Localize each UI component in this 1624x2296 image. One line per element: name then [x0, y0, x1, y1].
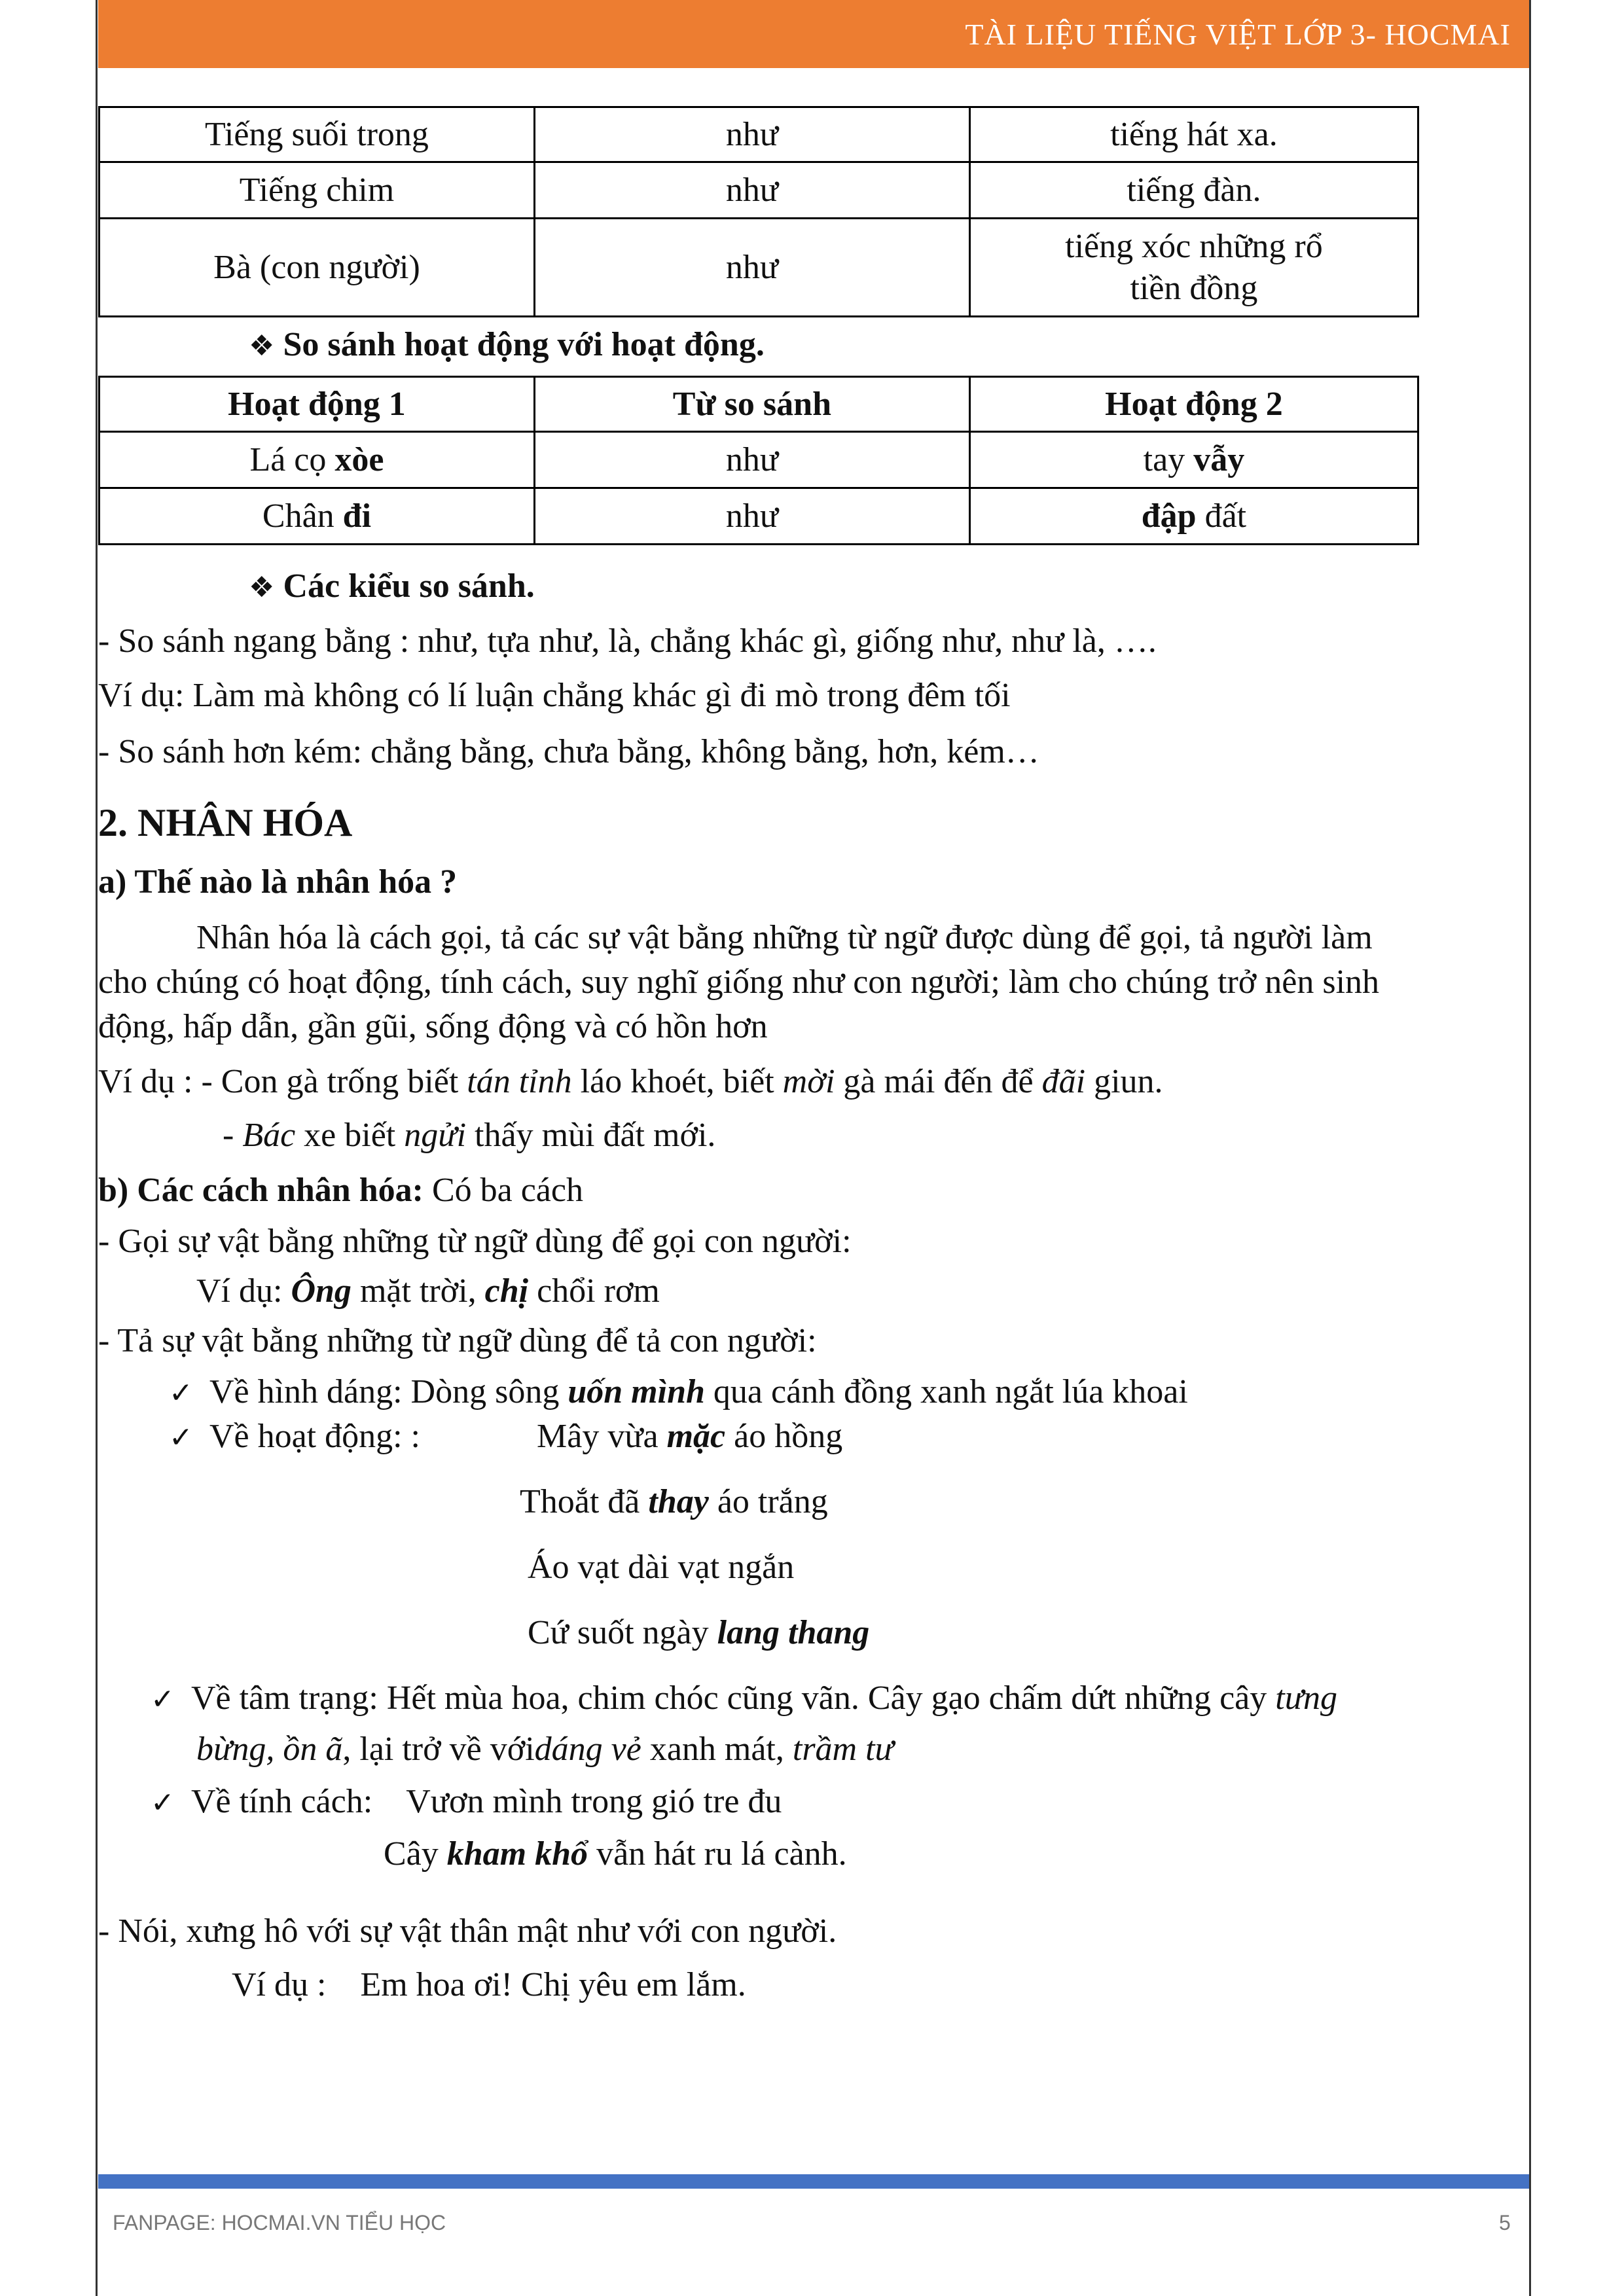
checkmark-icon: ✓ [151, 1683, 175, 1716]
text-line: - Nói, xưng hô với sự vật thân mật như với con người. [98, 1912, 837, 1950]
table-cell: đập đất [969, 488, 1418, 545]
example-line: - Bác xe biết ngửi thấy mùi đất mới. [223, 1117, 716, 1154]
table-header: Từ so sánh [534, 377, 969, 432]
footer-bar [98, 2174, 1529, 2189]
poem-line: Thoắt đã thay áo trắng [520, 1483, 828, 1520]
check-item: ✓ Về tính cách: Vươn mình trong gió tre đu [151, 1783, 782, 1820]
footer-fanpage: FANPAGE: HOCMAI.VN TIỂU HỌC [113, 2211, 446, 2234]
check-item: ✓ Về hình dáng: Dòng sông uốn mình qua cánh đồng xanh ngắt lúa khoai [169, 1373, 1188, 1410]
section-heading-types [249, 565, 535, 609]
check-item: ✓ Về hoạt động: : [169, 1418, 420, 1455]
table-header-row [99, 377, 1418, 432]
table-cell: như [534, 162, 969, 219]
page-left-border [96, 0, 98, 2296]
diamond-bullet-icon: ❖ [249, 329, 275, 363]
table-cell [969, 219, 1418, 317]
cell-line: tiếng xóc những rổ [1065, 227, 1323, 265]
comparison-table-1 [98, 106, 1419, 317]
table-cell: Bà (con người) [99, 219, 535, 317]
page-number: 5 [1499, 2211, 1511, 2234]
check-item: ✓ Về tâm trạng: Hết mùa hoa, chim chóc cũng vãn. Cây gạo chấm dứt những cây tưng [151, 1679, 1338, 1717]
checkmark-icon: ✓ [169, 1376, 193, 1410]
table-cell: tay vẫy [969, 432, 1418, 488]
text-line: - Gọi sự vật bằng những từ ngữ dùng để gọi con người: [98, 1223, 852, 1260]
page-right-border [1529, 0, 1531, 2296]
header-bar [98, 0, 1529, 68]
table-cell: Tiếng suối trong [99, 107, 535, 162]
text-line: - Tả sự vật bằng những từ ngữ dùng để tả con người: [98, 1322, 817, 1359]
table-cell: như [534, 107, 969, 162]
table-cell: Tiếng chim [99, 162, 535, 219]
paragraph-line: cho chúng có hoạt động, tính cách, suy nghĩ giống như con người; làm cho chúng trở nên sinh [98, 963, 1380, 1001]
table-cell: như [534, 488, 969, 545]
table-row [99, 162, 1418, 219]
table-row [99, 488, 1418, 545]
subheading-a: a) Thế nào là nhân hóa ? [98, 863, 458, 901]
check-item-continued: bừng, ồn ã, lại trở về vớidáng vẻ xanh mát, trầm tư [196, 1731, 893, 1768]
poem-line: Cây kham khổ vẫn hát ru lá cành. [384, 1835, 847, 1873]
table-header: Hoạt động 2 [969, 377, 1418, 432]
text-line: - So sánh hơn kém: chẳng bằng, chưa bằng, không bằng, hơn, kém… [98, 733, 1039, 770]
example-line: Ví dụ : Em hoa ơi! Chị yêu em lắm. [232, 1966, 746, 2003]
paragraph-line: động, hấp dẫn, gần gũi, sống động và có hồn hơn [98, 1008, 768, 1045]
header-title: TÀI LIỆU TIẾNG VIỆT LỚP 3- HOCMAI [965, 18, 1511, 51]
poem-line: Mây vừa mặc áo hồng [537, 1418, 843, 1455]
section-title: So sánh hoạt động với hoạt động. [283, 326, 765, 363]
table-cell: như [534, 219, 969, 317]
table-cell: tiếng hát xa. [969, 107, 1418, 162]
example-line: Ví dụ : - Con gà trống biết tán tỉnh láo khoét, biết mời gà mái đến để đãi giun. [98, 1063, 1163, 1100]
table-cell: Lá cọ xòe [99, 432, 535, 488]
paragraph-line: Nhân hóa là cách gọi, tả các sự vật bằng những từ ngữ được dùng để gọi, tả người làm [196, 919, 1373, 956]
poem-line: Cứ suốt ngày lang thang [528, 1614, 870, 1651]
comparison-table-2 [98, 376, 1419, 545]
diamond-bullet-icon: ❖ [249, 571, 275, 604]
section-title: Các kiểu so sánh. [283, 567, 535, 605]
table-row [99, 219, 1418, 317]
text-line: Ví dụ: Làm mà không có lí luận chẳng khác gì đi mò trong đêm tối [98, 677, 1011, 714]
table-row [99, 432, 1418, 488]
table-cell: như [534, 432, 969, 488]
table-cell: Chân đi [99, 488, 535, 545]
cell-line: tiền đồng [1130, 269, 1258, 307]
checkmark-icon: ✓ [151, 1786, 175, 1820]
table-cell: tiếng đàn. [969, 162, 1418, 219]
section-heading-activity [249, 323, 765, 368]
poem-line: Áo vạt dài vạt ngắn [528, 1549, 795, 1586]
section-heading-personification: 2. NHÂN HÓA [98, 801, 353, 844]
example-line: Ví dụ: Ông mặt trời, chị chổi rơm [196, 1272, 660, 1310]
subheading-b: b) Các cách nhân hóa: Có ba cách [98, 1172, 583, 1209]
text-line: - So sánh ngang bằng : như, tựa như, là, chẳng khác gì, giống như, như là, …. [98, 622, 1157, 660]
table-row [99, 107, 1418, 162]
checkmark-icon: ✓ [169, 1421, 193, 1454]
table-header: Hoạt động 1 [99, 377, 535, 432]
